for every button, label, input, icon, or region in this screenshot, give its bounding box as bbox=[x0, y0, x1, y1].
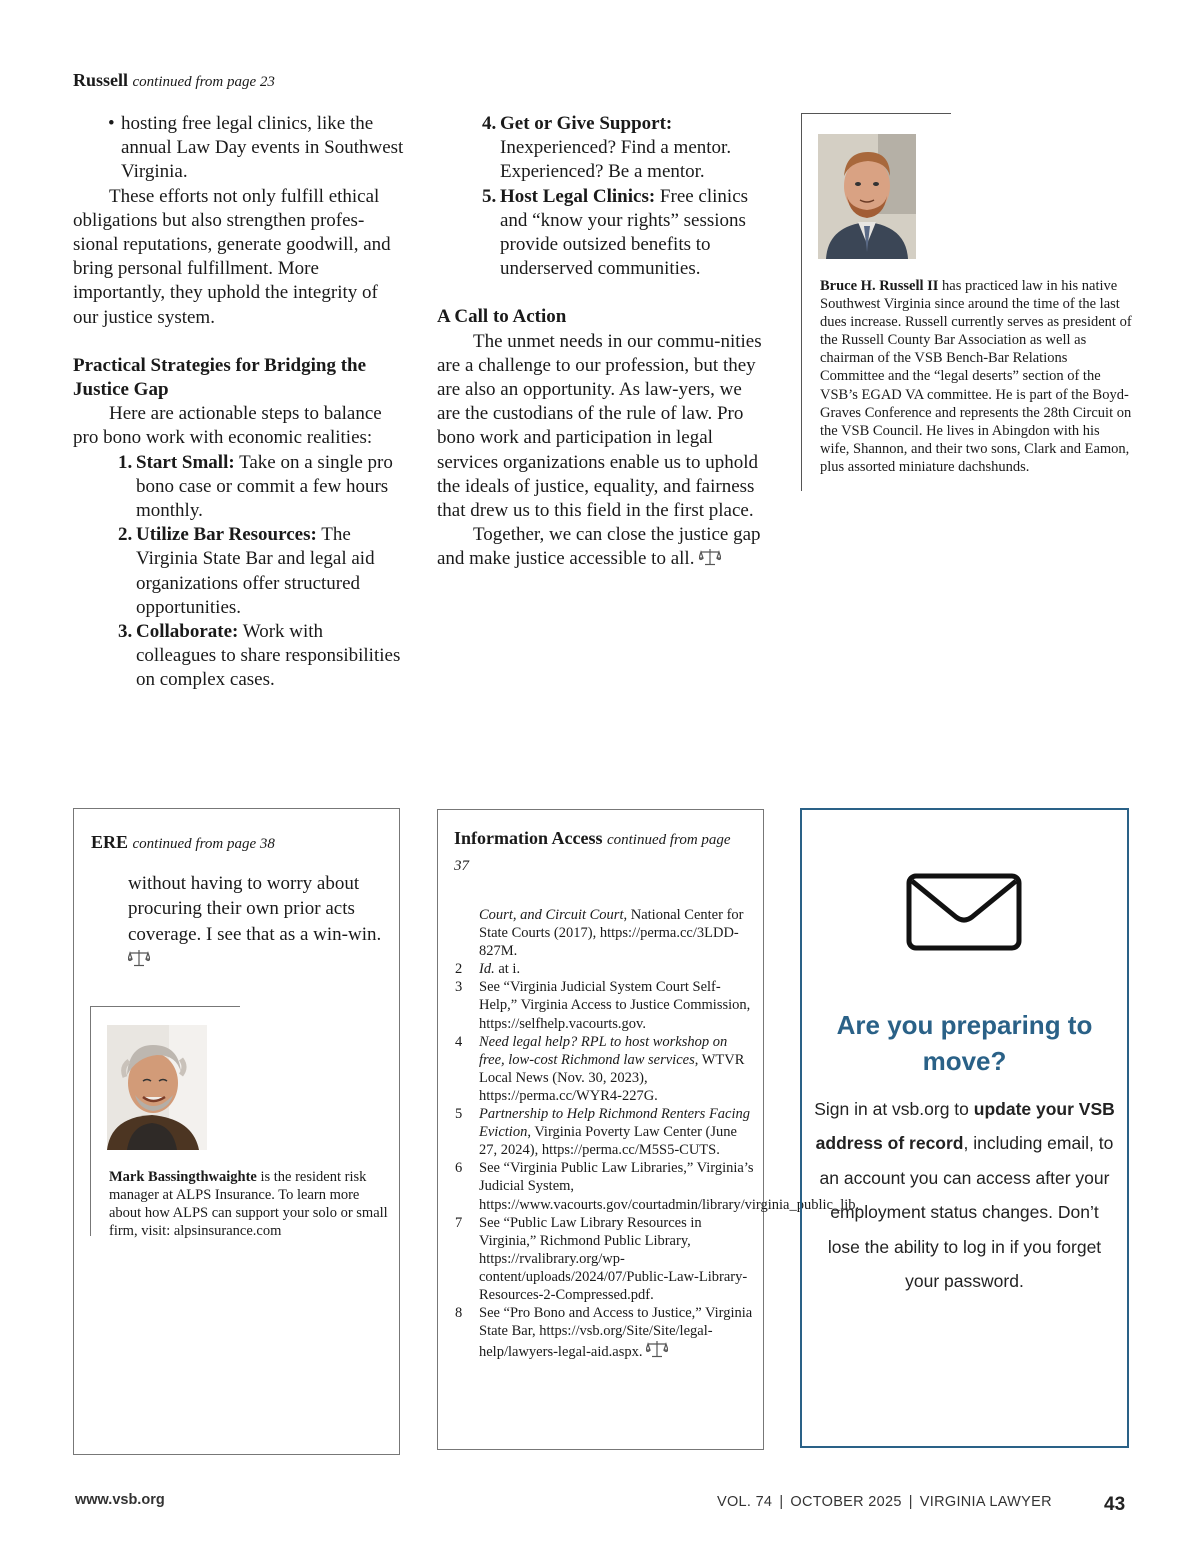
list-text: Free clinics and “know your rights” sessions provide outsized benefits to underserved communities. bbox=[500, 185, 749, 280]
bullet-dot-icon: • bbox=[108, 113, 115, 134]
strategy-list bbox=[73, 451, 405, 693]
endnote bbox=[454, 1304, 754, 1361]
paragraph: These efforts not only fulfill ethical obligations but also strengthen profes-sional reputations, generate goodwill, and bring personal fulfillment. More importantly, they uphold the integrity of our justice system. bbox=[73, 185, 391, 328]
endnote bbox=[454, 906, 754, 960]
list-text: Work with colleagues to share responsibilities on complex cases. bbox=[136, 621, 401, 691]
list-item bbox=[73, 523, 405, 620]
ere-running-head bbox=[91, 832, 275, 853]
list-item bbox=[437, 112, 769, 185]
endnote-text: at i. bbox=[494, 961, 521, 978]
list-label: Collaborate: bbox=[136, 621, 239, 643]
list-number: 4. bbox=[482, 113, 497, 134]
endnote-text: , National Center for State Courts (2017), https://perma.cc/3LDD-827M. bbox=[479, 907, 744, 960]
endnote bbox=[454, 960, 754, 978]
list-label: Get or Give Support: bbox=[500, 113, 673, 134]
list-number: 2. bbox=[118, 524, 133, 546]
endnote-number: 6 bbox=[455, 1160, 463, 1177]
scales-of-justice-icon bbox=[646, 1340, 668, 1358]
volume: VOL. 74 bbox=[717, 1494, 773, 1510]
section-heading: Practical Strategies for Bridging the Justice Gap bbox=[73, 354, 367, 401]
list-number: 1. bbox=[118, 451, 133, 473]
endnote-number: 4 bbox=[455, 1033, 463, 1050]
bio-text: has practiced law in his native Southwest Virginia since around the time of the last dues increase. Russell currently serves as president of the Russell County Bar Association as well as chairman of the VSB Bench-Bar Relations Committee and the “legal deserts” section of the VSB’s EGAD VA committee. He is part of the Boyd-Graves Conference and represents the 28th Circuit on the VSB Council. He lives in Abingdon with his wife, Shannon, and their two sons, Clark and Eamon, plus assorted miniature dachshunds. bbox=[820, 278, 1132, 475]
continued-note: continued from page 37 bbox=[454, 832, 731, 874]
paragraph: The unmet needs in our commu-nities are a challenge to our profession, but they are also an opportunity. As law-yers, we are the custodians of the rule of law. Pro bono work and participation in legal services organizations enable us to uphold the ideals of justice, equality, and fairness that drew us to this field in the first place. bbox=[437, 330, 762, 522]
scales-of-justice-icon bbox=[699, 548, 721, 566]
info-running-head bbox=[454, 826, 749, 878]
bullet-item bbox=[73, 112, 405, 185]
endnote-number: 5 bbox=[455, 1106, 463, 1123]
article-column-1 bbox=[73, 112, 405, 693]
endnote bbox=[454, 1105, 754, 1159]
list-item bbox=[437, 185, 769, 282]
ad-emphasis: update your VSB address of record bbox=[815, 1099, 1115, 1154]
endnote-text: See “Virginia Judicial System Court Self-Help,” Virginia Access to Justice Commission, https://selfhelp.vacourts.gov. bbox=[479, 979, 751, 1032]
continued-note: continued from page 38 bbox=[132, 836, 275, 852]
list-label: Host Legal Clinics: bbox=[500, 185, 656, 207]
author-photo-mark-bassingthwaighte bbox=[107, 1025, 207, 1150]
list-item bbox=[73, 620, 405, 693]
list-number: 5. bbox=[482, 185, 497, 207]
author-bio-russell bbox=[820, 277, 1132, 476]
ad-text: Sign in at vsb.org to bbox=[814, 1099, 974, 1119]
list-text: The Virginia State Bar and legal aid organizations offer structured opportunities. bbox=[136, 524, 375, 618]
endnote-italic: Court, and Circuit Court bbox=[479, 907, 624, 923]
publication-name: VIRGINIA LAWYER bbox=[919, 1494, 1052, 1510]
bullet-text: hosting free legal clinics, like the annual Law Day events in Southwest Virginia. bbox=[121, 113, 404, 183]
ere-text: without having to worry about procuring their own prior acts coverage. I see that as a win-win. bbox=[128, 873, 382, 945]
list-text: Inexperienced? Find a mentor. Experienced? Be a mentor. bbox=[500, 137, 732, 183]
endnote-text: , Virginia Poverty Law Center (June 27, 2024), https://perma.cc/M5S5-CUTS. bbox=[479, 1124, 737, 1159]
list-item bbox=[73, 451, 405, 524]
paragraph: Here are actionable steps to balance pro bono work with economic realities: bbox=[73, 403, 382, 449]
bio-name: Mark Bassingthwaighte bbox=[109, 1169, 257, 1185]
ad-text: , including email, to an account you can access after your employment status changes. Don’t lose the ability to log in if you forget your password. bbox=[819, 1133, 1114, 1292]
endnote-number: 7 bbox=[455, 1214, 463, 1231]
endnote bbox=[454, 1214, 754, 1304]
endnote bbox=[454, 1159, 860, 1213]
ere-body bbox=[128, 871, 383, 973]
article-column-2 bbox=[437, 112, 769, 572]
closing-text: Together, we can close the justice gap and make justice accessible to all. bbox=[437, 524, 761, 570]
endnotes-list bbox=[454, 906, 860, 1361]
strategy-list-continued bbox=[437, 112, 769, 281]
ad-title: Are you preparing to move? bbox=[836, 1010, 1093, 1076]
envelope-icon bbox=[906, 873, 1022, 951]
endnote-number: 2 bbox=[455, 961, 463, 978]
article-author-name: Russell bbox=[73, 70, 129, 90]
paragraph bbox=[437, 523, 769, 571]
continued-note: continued from page 23 bbox=[132, 74, 275, 90]
endnote bbox=[454, 1033, 754, 1105]
section-heading: A Call to Action bbox=[437, 306, 567, 328]
ad-body bbox=[812, 1092, 1117, 1298]
footer-issue-info bbox=[717, 1494, 1052, 1510]
article-running-head bbox=[73, 70, 275, 91]
endnote-text: See “Public Law Library Resources in Virginia,” Richmond Public Library, https://rvalibrary.org/wp-content/uploads/2024/07/Public-Law-Library-Resources-2-Compressed.pdf. bbox=[479, 1214, 748, 1303]
separator: | bbox=[908, 1494, 913, 1510]
endnote-text: See “Pro Bono and Access to Justice,” Virginia State Bar, https://vsb.org/Site/Site/legal-help/lawyers-legal-aid.aspx. bbox=[479, 1305, 753, 1361]
ere-title: ERE bbox=[91, 832, 129, 852]
list-label: Start Small: bbox=[136, 451, 235, 473]
endnote-text: See “Virginia Public Law Libraries,” Virginia’s Judicial System, https://www.vacourts.gov/courtadmin/library/virginia_public_lib. bbox=[479, 1160, 860, 1213]
list-number: 3. bbox=[118, 621, 133, 643]
endnote bbox=[454, 978, 754, 1032]
issue-date: OCTOBER 2025 bbox=[790, 1494, 902, 1510]
endnote-text: , WTVR Local News (Nov. 30, 2023), https://perma.cc/WYR4-227G. bbox=[479, 1051, 745, 1104]
separator: | bbox=[779, 1494, 784, 1510]
endnote-italic: Id. bbox=[479, 961, 495, 978]
author-bio-bassingthwaighte bbox=[109, 1168, 394, 1240]
scales-of-justice-icon bbox=[128, 949, 150, 967]
endnote-number: 8 bbox=[455, 1305, 463, 1322]
footer-url[interactable]: www.vsb.org bbox=[75, 1492, 165, 1508]
list-label: Utilize Bar Resources: bbox=[136, 524, 317, 546]
endnote-number: 3 bbox=[455, 979, 463, 996]
bio-name: Bruce H. Russell II bbox=[820, 278, 939, 294]
endnote-italic: Need legal help? RPL to host workshop on free, low-cost Richmond law services bbox=[479, 1033, 728, 1068]
info-title: Information Access bbox=[454, 828, 603, 848]
page-number: 43 bbox=[1104, 1494, 1126, 1515]
author-photo-bruce-russell bbox=[818, 134, 916, 259]
bio-text: is the resident risk manager at ALPS Insurance. To learn more about how ALPS can support your solo or small firm, visit: alpsinsurance.com bbox=[109, 1169, 388, 1240]
list-text: Take on a single pro bono case or commit a few hours monthly. bbox=[136, 451, 393, 522]
endnote-italic: Partnership to Help Richmond Renters Facing Eviction bbox=[479, 1106, 751, 1141]
